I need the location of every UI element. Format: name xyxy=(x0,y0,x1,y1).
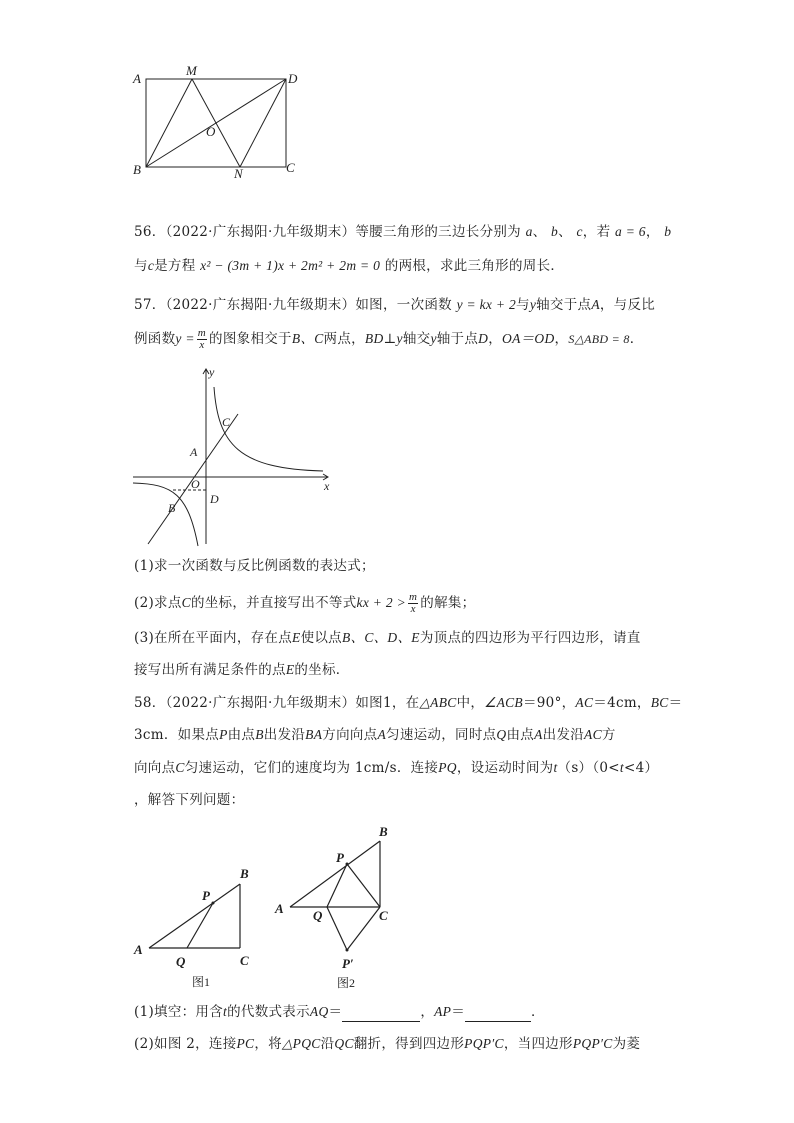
label-N: N xyxy=(234,166,243,181)
q56-text6: 的两根，求此三角形的周长． xyxy=(384,258,565,274)
q58-text16: ，设运动时间为 xyxy=(456,760,554,776)
q57-ineq-fraction xyxy=(408,592,418,615)
q57-part2-pt: C xyxy=(181,595,191,610)
figure-1 xyxy=(128,862,268,992)
q57-part2-text2: 的坐标，并直接写出不等式 xyxy=(190,595,357,611)
q58-B: B xyxy=(255,727,264,742)
q58-sub2-text6: 为菱 xyxy=(612,1036,641,1052)
label-P-prime: P′ xyxy=(342,956,354,971)
q56-var-a: a xyxy=(525,224,533,239)
q58-A2: A xyxy=(534,727,543,742)
q57-ineq-left: kx + 2 > xyxy=(356,595,407,610)
q58-text4: ＝4cm， xyxy=(593,695,651,711)
label-P: P xyxy=(202,888,210,903)
q57-text2: 与 xyxy=(516,297,530,313)
q58-ac: AC xyxy=(575,695,594,710)
label-A: A xyxy=(134,942,143,957)
q56-line2 xyxy=(134,256,564,276)
segment-pq xyxy=(327,864,347,907)
q58-sub1 xyxy=(134,1002,545,1022)
q56-equation: x² − (3m + 1)x + 2m² + 2m = 0 xyxy=(200,258,381,273)
q57-text5: 例函数 xyxy=(134,331,176,347)
q58-text7: 由点 xyxy=(227,727,256,743)
q58-text9: 方向向点 xyxy=(322,727,378,743)
label-Q: Q xyxy=(176,954,186,969)
q58-text2: 中， xyxy=(456,695,485,711)
q58-text6: 3cm．如果点 xyxy=(134,727,220,743)
label-B: B xyxy=(168,501,176,515)
point-P xyxy=(212,902,215,905)
q57-part3-pts: B、C、D、E xyxy=(341,630,420,645)
q57-part3-E2: E xyxy=(285,662,295,677)
q58-text5: ＝ xyxy=(668,695,683,711)
q58-text13: 方 xyxy=(601,727,616,743)
q57-part2 xyxy=(134,592,475,615)
q58-text8: 出发沿 xyxy=(263,727,306,743)
q57-part2-text1: (2)求点 xyxy=(134,595,182,611)
q57-area: S△ABD = 8 xyxy=(568,332,630,346)
label-C: C xyxy=(286,160,295,175)
q58-line3 xyxy=(134,758,658,778)
q57-fraction xyxy=(197,328,207,351)
q58-tri: △ABC xyxy=(419,695,457,710)
q57-perp: ⊥ xyxy=(383,331,397,347)
q57-line1 xyxy=(134,295,655,315)
q56-a-eq: a = 6 xyxy=(615,224,646,239)
label-y: y xyxy=(209,365,215,379)
q58-BA: BA xyxy=(305,727,323,742)
q57-text11: ， xyxy=(554,331,569,347)
q57-part1 xyxy=(134,556,375,576)
q57-part3-text5: 的坐标． xyxy=(294,662,350,678)
q57-ineq-num: m xyxy=(409,591,418,603)
q58-sub2-PQC: △PQC xyxy=(281,1036,321,1051)
q58-text18: <4） xyxy=(623,760,659,776)
q56-var-b2: b xyxy=(664,224,672,239)
label-O: O xyxy=(206,124,216,139)
label-B: B xyxy=(379,824,388,839)
label-A: A xyxy=(133,71,141,86)
label-C: C xyxy=(240,953,249,968)
q58-angle: ∠ACB xyxy=(484,695,523,710)
segment-ab xyxy=(149,884,240,948)
segment-bm xyxy=(146,79,192,167)
q58-sub1-text3: ＝ xyxy=(328,1004,343,1020)
segment-pc xyxy=(347,864,380,907)
q57-y-eq: y = xyxy=(175,331,195,346)
q58-sub2-text4: 翻折，得到四边形 xyxy=(353,1036,465,1052)
q58-sub1-text6: ． xyxy=(531,1004,545,1020)
label-D: D xyxy=(210,492,219,506)
q57-frac-num: m xyxy=(197,327,207,339)
q58-text11: 由点 xyxy=(506,727,535,743)
q57-text6: 的图象相交于 xyxy=(209,331,292,347)
q57-text1: 57．（2022·广东揭阳·九年级期末）如图，一次函数 xyxy=(134,297,452,313)
segment-mn xyxy=(192,79,240,167)
q58-sub2-text1: (2)如图 2，连接 xyxy=(134,1036,237,1052)
label-x: x xyxy=(324,479,330,493)
q57-part1-text: (1)求一次函数与反比例函数的表达式； xyxy=(134,558,375,574)
q57-text7: 两点， xyxy=(323,331,365,347)
q58-line1 xyxy=(134,693,682,713)
q56-text4: 与 xyxy=(134,258,148,274)
q56-var-c2: c xyxy=(147,258,155,273)
q58-A: A xyxy=(377,727,387,742)
figure-2 xyxy=(270,820,400,995)
q58-text1: 58．（2022·广东揭阳·九年级期末）如图1，在 xyxy=(134,695,420,711)
q56-var-b: b xyxy=(551,224,559,239)
q58-sub1-text4: ， xyxy=(420,1004,435,1020)
q56-var-c: c xyxy=(576,224,583,239)
q58-sub2-PQPC2: PQP′C xyxy=(572,1036,613,1051)
q57-bd: BD xyxy=(364,331,384,346)
q58-sub2-text5: ，当四边形 xyxy=(503,1036,573,1052)
hyperbola-branch-1 xyxy=(214,387,323,471)
q57-part3-text2: 使以点 xyxy=(300,630,342,646)
q58-t2: t xyxy=(619,760,624,775)
label-D: D xyxy=(288,71,298,86)
label-C: C xyxy=(222,415,231,429)
q57-pt-D: D xyxy=(478,331,489,346)
q57-part3-text1: (3)在所在平面内，存在点 xyxy=(134,630,293,646)
hyperbola-branch-2 xyxy=(133,483,198,546)
figure-2-caption: 图2 xyxy=(337,976,356,990)
q57-part3-line1 xyxy=(134,628,641,648)
q58-PQ: PQ xyxy=(438,760,457,775)
q57-oa-od: OA＝OD xyxy=(502,331,555,346)
q56-text2: ，若 xyxy=(582,224,611,240)
q58-line2 xyxy=(134,725,616,745)
q57-linear-fn: y = kx + 2 xyxy=(456,297,517,312)
q56-text3: ， xyxy=(645,224,660,240)
label-A: A xyxy=(190,445,198,459)
q58-C: C xyxy=(175,760,185,775)
label-Q: Q xyxy=(313,908,323,923)
q57-frac-den: x xyxy=(199,339,205,351)
q58-sub1-text2: 的代数式表示 xyxy=(227,1004,310,1020)
q58-bc: BC xyxy=(650,695,669,710)
q58-sub2-text2: ，将 xyxy=(254,1036,282,1052)
q57-text4: ，与反比 xyxy=(599,297,656,313)
q56-sep2: 、 xyxy=(558,224,572,240)
q58-text17: （s）（0< xyxy=(557,760,620,776)
q57-text9: 轴于点 xyxy=(436,331,479,347)
q57-text3: 轴交于点 xyxy=(536,297,592,313)
q57-part3-line2 xyxy=(134,660,350,680)
function-graph-figure xyxy=(128,364,350,549)
q57-pts-BC: B、C xyxy=(291,331,324,346)
q58-sub1-text5: ＝ xyxy=(451,1004,466,1020)
q58-sub1-AP: AP xyxy=(434,1004,452,1019)
q58-sub2-PQPC: PQP′C xyxy=(464,1036,504,1051)
q58-text15: 匀速运动，它们的速度均为 1cm/s．连接 xyxy=(184,760,439,776)
answer-blank-ap[interactable] xyxy=(465,1007,531,1022)
q56-line1 xyxy=(134,222,671,242)
label-P: P xyxy=(336,850,344,865)
q58-text3: ＝90°， xyxy=(522,695,576,711)
q58-sub2-PC: PC xyxy=(236,1036,255,1051)
label-B: B xyxy=(133,162,141,177)
q57-part3-text3: 为顶点的四边形为平行四边形，请直 xyxy=(419,630,641,646)
label-A: A xyxy=(275,901,284,916)
q57-line2 xyxy=(134,328,644,351)
q58-Q: Q xyxy=(496,727,507,742)
q58-text12: 出发沿 xyxy=(542,727,585,743)
segment-p-prime-c xyxy=(347,907,380,950)
label-B: B xyxy=(240,866,249,881)
q57-text10: ， xyxy=(488,331,503,347)
q56-sep1: 、 xyxy=(532,224,547,240)
q57-var-y: y xyxy=(529,297,537,312)
q58-sub1-t: t xyxy=(223,1004,228,1019)
point-P xyxy=(346,863,349,866)
q58-sub1-text1: (1)填空：用含 xyxy=(134,1004,224,1020)
rectangle-figure xyxy=(125,62,315,184)
q57-var-y3: y xyxy=(430,331,437,346)
point-P-prime xyxy=(346,949,349,952)
q58-P: P xyxy=(219,727,228,742)
segment-ab xyxy=(290,841,380,907)
q58-text19: ，解答下列问题： xyxy=(134,792,245,808)
q58-sub2-QC: QC xyxy=(334,1036,354,1051)
q56-text1: 56．（2022·广东揭阳·九年级期末）等腰三角形的三边长分别为 xyxy=(134,224,521,240)
q58-sub2-text3: 沿 xyxy=(320,1036,335,1052)
q57-text12: ． xyxy=(629,331,644,347)
figure-1-caption: 图1 xyxy=(192,975,211,989)
q58-t: t xyxy=(553,760,558,775)
q57-part2-text3: 的解集； xyxy=(420,595,476,611)
q57-pt-A: A xyxy=(591,297,600,312)
q58-sub1-AQ: AQ xyxy=(309,1004,329,1019)
label-O: O xyxy=(191,477,200,491)
q57-part3-text4: 接写出所有满足条件的点 xyxy=(134,662,286,678)
q57-ineq-den: x xyxy=(410,603,416,615)
q58-text10: 匀速运动，同时点 xyxy=(386,727,497,743)
q58-sub2 xyxy=(134,1034,640,1054)
segment-nd xyxy=(240,79,286,167)
segment-qp-prime xyxy=(327,907,347,950)
label-M: M xyxy=(186,63,197,78)
q57-part3-E: E xyxy=(292,630,301,645)
q58-text14: 向向点 xyxy=(134,760,176,776)
answer-blank-aq[interactable] xyxy=(342,1007,420,1022)
label-C: C xyxy=(379,908,388,923)
q58-line4 xyxy=(134,790,244,810)
segment-pq xyxy=(187,903,213,948)
q57-var-y2: y xyxy=(396,331,403,346)
q58-AC: AC xyxy=(584,727,602,742)
q56-text5: 是方程 xyxy=(154,258,196,274)
q57-text8: 轴交 xyxy=(402,331,431,347)
